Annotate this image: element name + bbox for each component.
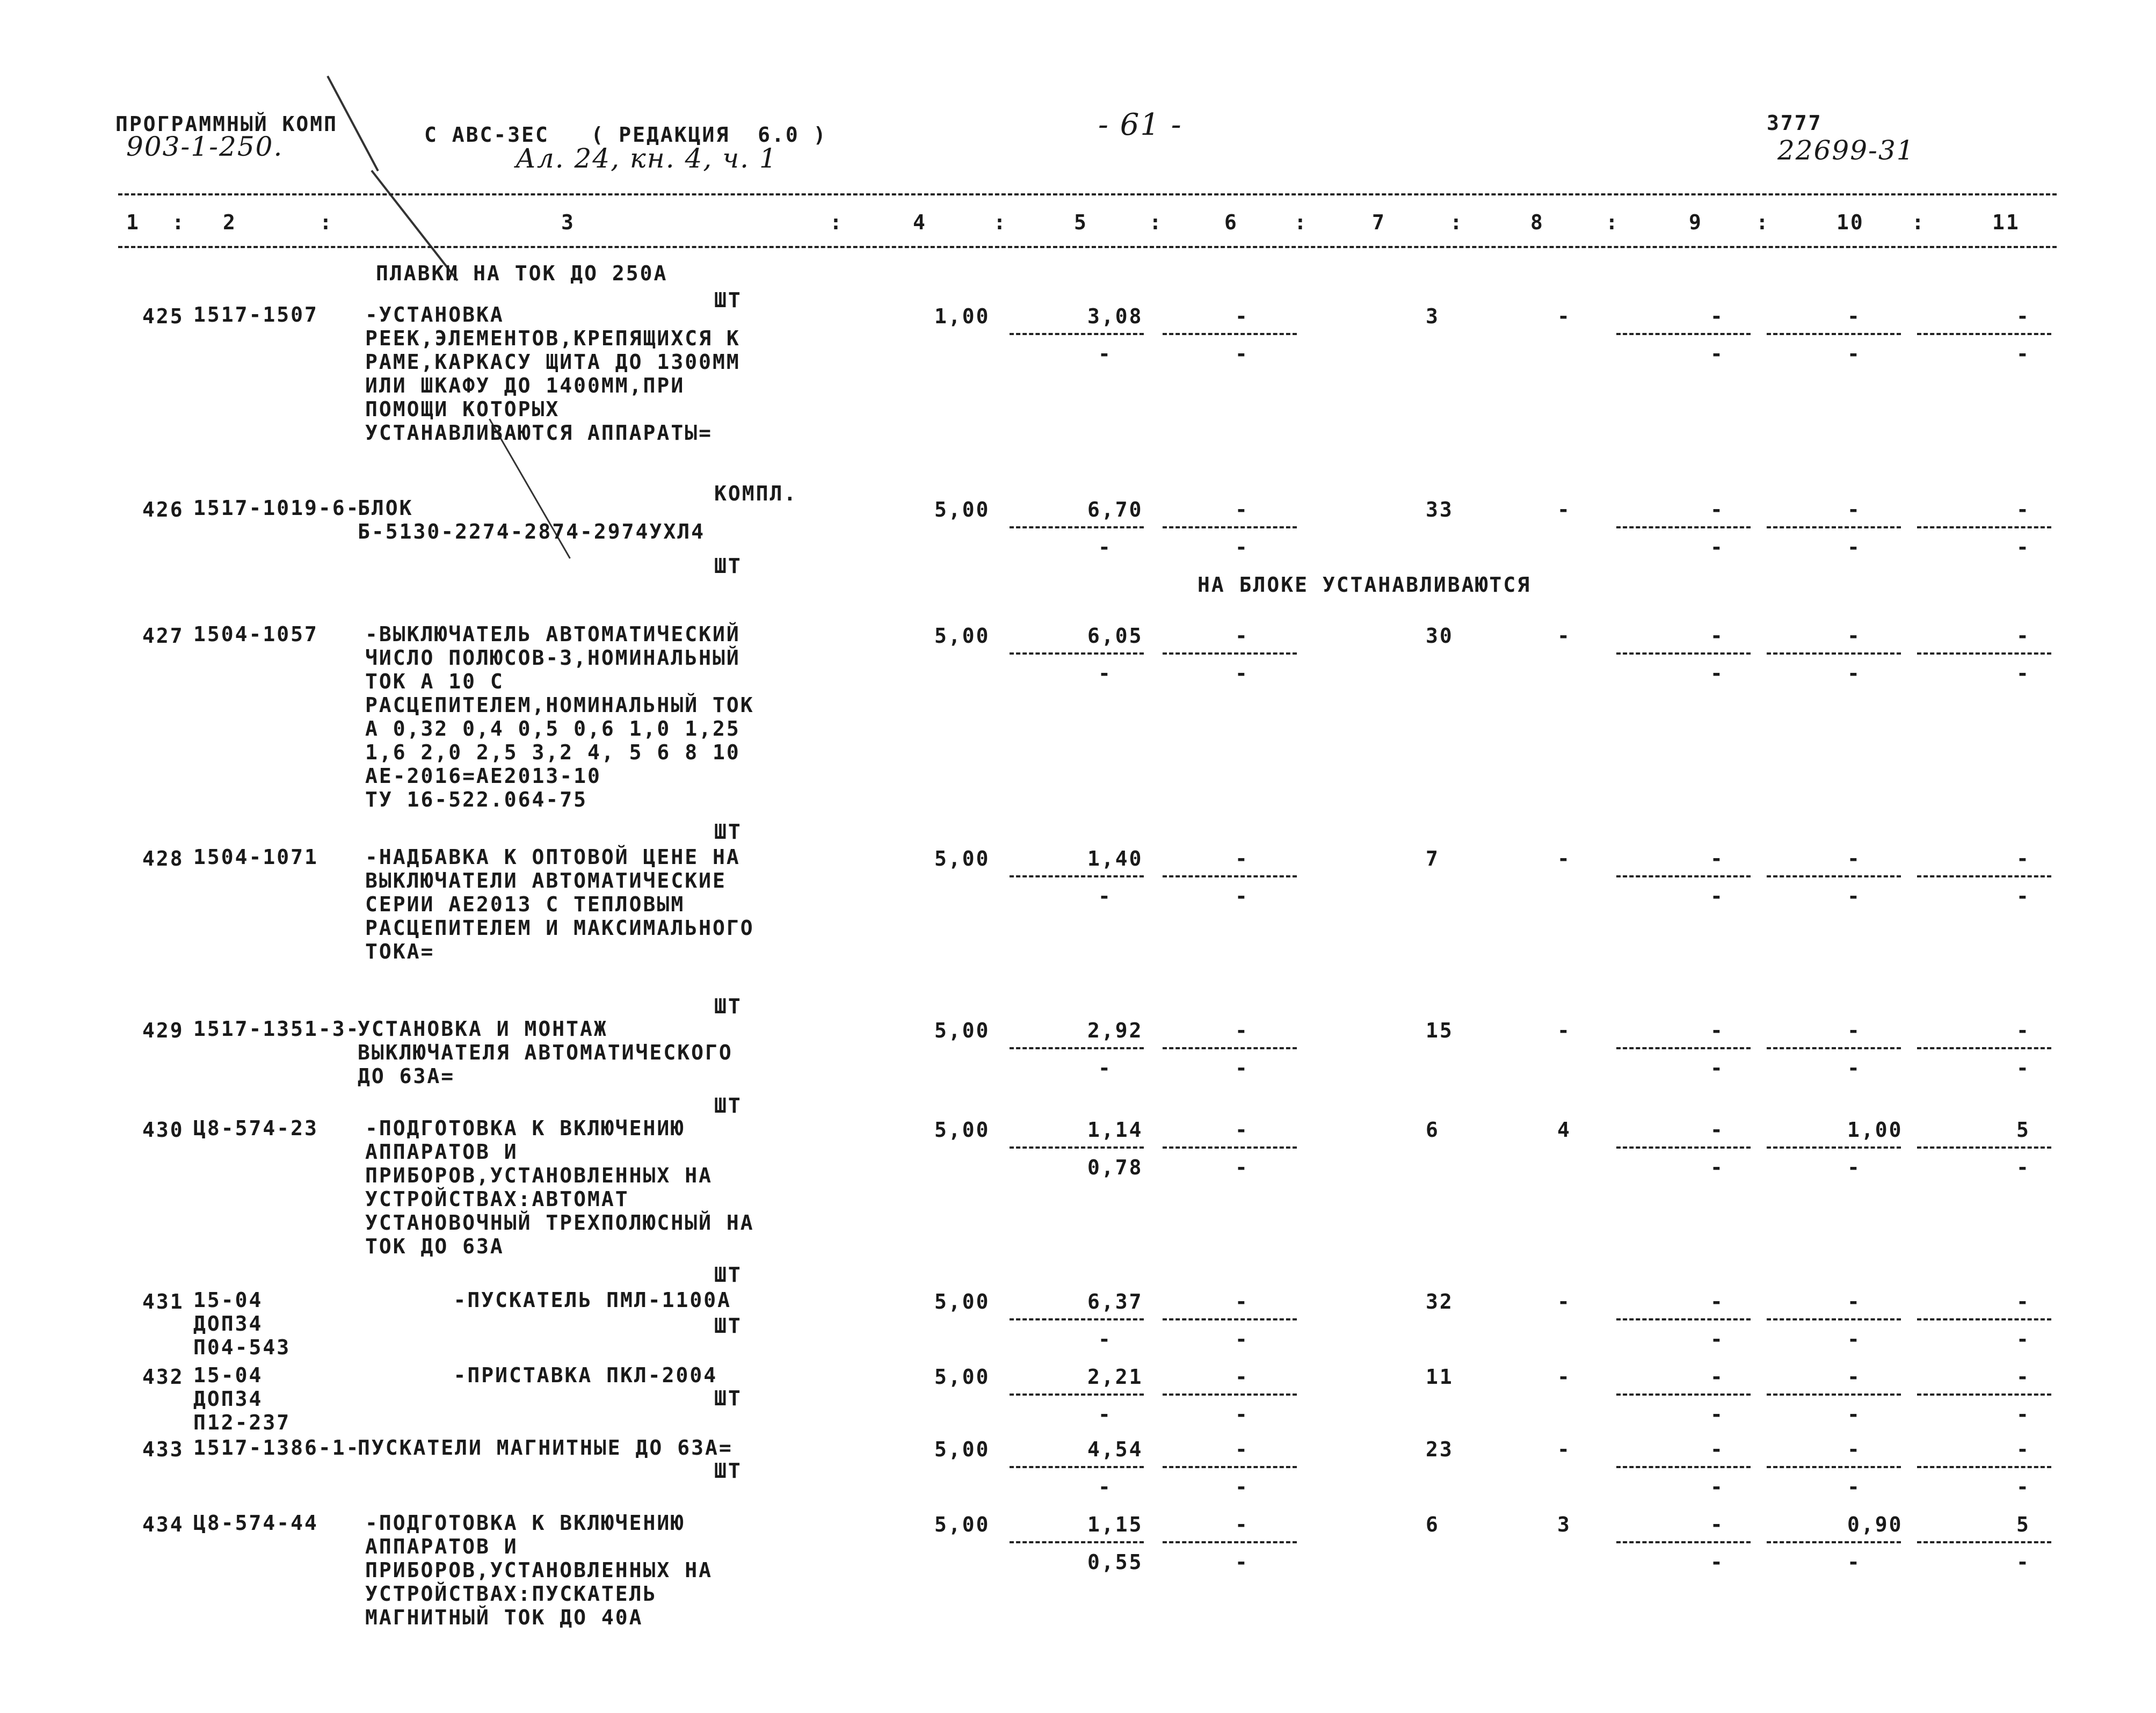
col11-second-value: - [2016,535,2030,559]
split-rule [1767,875,1901,877]
split-rule [1163,1047,1297,1049]
split-rule [1010,1318,1144,1320]
split-rule [1163,526,1297,528]
col5-second-value: - [1098,662,1112,685]
split-rule [1917,875,2051,877]
col10-second-value: - [1847,1550,1861,1574]
col10-value: - [1847,847,1861,870]
split-rule [1917,1466,2051,1468]
row-number: 430 [142,1118,184,1142]
col8-value: 4 [1557,1118,1571,1142]
split-rule [1767,1146,1901,1149]
col9-second-value: - [1710,1056,1724,1080]
col5-value: 4,54 [1087,1438,1143,1461]
column-number-1: 1 [126,211,140,234]
col6-second-value: - [1235,1327,1249,1351]
col8-value: - [1557,847,1571,870]
split-rule [1917,652,2051,655]
split-rule [1767,526,1901,528]
col11-value: - [2016,498,2030,521]
split-rule [1010,1047,1144,1049]
row-number: 433 [142,1438,184,1461]
col5-second-value: 0,78 [1087,1156,1143,1179]
split-rule [1010,1146,1144,1149]
col11-second-value: - [2016,342,2030,366]
col8-value: - [1557,624,1571,648]
col11-value: - [2016,1019,2030,1042]
col4-value: 5,00 [934,498,990,521]
item-description: -ПОДГОТОВКА К ВКЛЮЧЕНИЮ АППАРАТОВ И ПРИБОРОВ,УСТАНОВЛЕННЫХ НА УСТРОЙСТВАХ:АВТОМАТ УСТАНОВОЧНЫЙ ТРЕХПОЛЮСНЫЙ НА ТОК ДО 63А [365,1116,754,1258]
col11-second-value: - [2016,1550,2030,1574]
col8-value: - [1557,1438,1571,1461]
unit-label: ШТ [714,1387,742,1410]
col10-second-value: - [1847,662,1861,685]
row-number: 427 [142,624,184,648]
row-number: 429 [142,1019,184,1042]
col6-second-value: - [1235,884,1249,908]
column-number-11: 11 [1992,211,2020,234]
col6-value: - [1235,847,1249,870]
col7-value: 23 [1426,1438,1454,1461]
col5-second-value: - [1098,1475,1112,1499]
col9-value: - [1710,498,1724,521]
split-rule [1163,875,1297,877]
col4-value: 5,00 [934,1019,990,1042]
col4-value: 5,00 [934,1365,990,1389]
split-rule [1917,1146,2051,1149]
col8-value: - [1557,1019,1571,1042]
continuation-text: ПЛАВКИ НА ТОК ДО 250А [376,262,668,285]
header-rule-bottom [118,246,2057,248]
split-rule [1163,1318,1297,1320]
item-description: -ВЫКЛЮЧАТЕЛЬ АВТОМАТИЧЕСКИЙ ЧИСЛО ПОЛЮСОВ-3,НОМИНАЛЬНЫЙ ТОК А 10 С РАСЦЕПИТЕЛЕМ,НОМИНАЛЬНЫЙ ТОК А 0,32 0,4 0,5 0,6 1,0 1,25 1,6 2,0 2,5 3,2 4, 5 6 8 10 АЕ-2016=АЕ2013-10 ТУ 16-522.064-75 [365,622,754,811]
item-description: -ПОДГОТОВКА К ВКЛЮЧЕНИЮ АППАРАТОВ И ПРИБОРОВ,УСТАНОВЛЕННЫХ НА УСТРОЙСТВАХ:ПУСКАТЕЛЬ МАГНИТНЫЙ ТОК ДО 40А [365,1511,713,1629]
split-rule [1616,1047,1751,1049]
row-number: 425 [142,304,184,328]
col6-value: - [1235,1365,1249,1389]
block-note: НА БЛОКЕ УСТАНАВЛИВАЮТСЯ [1197,573,1531,597]
split-rule [1616,652,1751,655]
resource-code: 1517-1351-3- [193,1017,360,1041]
col10-value: - [1847,1438,1861,1461]
item-description: -УСТАНОВКА РЕЕК,ЭЛЕМЕНТОВ,КРЕПЯЩИХСЯ К РАМЕ,КАРКАСУ ЩИТА ДО 1300ММ ИЛИ ШКАФУ ДО 1400ММ,ПРИ ПОМОЩИ КОТОРЫХ УСТАНАВЛИВАЮТСЯ АППАРАТЫ= [365,303,741,445]
col10-second-value: - [1847,1403,1861,1426]
col8-value: 3 [1557,1513,1571,1536]
column-separator: : [1294,211,1308,234]
col10-second-value: - [1847,535,1861,559]
split-rule [1767,1466,1901,1468]
resource-code: 1517-1019-6- [193,496,360,520]
col11-second-value: - [2016,1056,2030,1080]
row-number: 434 [142,1513,184,1536]
split-rule [1616,1466,1751,1468]
resource-code: 1504-1057 [193,622,318,646]
col11-second-value: - [2016,1403,2030,1426]
split-rule [1010,1541,1144,1543]
col11-second-value: - [2016,662,2030,685]
row-number: 426 [142,498,184,521]
split-rule [1010,1466,1144,1468]
resource-code: 1517-1507 [193,303,318,326]
col11-value: - [2016,624,2030,648]
col6-second-value: - [1235,1475,1249,1499]
unit-label: ШТ [714,1094,742,1117]
col7-value: 33 [1426,498,1454,521]
col6-second-value: - [1235,535,1249,559]
col6-value: - [1235,1513,1249,1536]
col7-value: 15 [1426,1019,1454,1042]
col4-value: 5,00 [934,1438,990,1461]
col6-second-value: - [1235,1156,1249,1179]
col10-value: - [1847,1290,1861,1313]
split-rule [1616,875,1751,877]
col5-second-value: 0,55 [1087,1550,1143,1574]
col9-second-value: - [1710,1403,1724,1426]
split-rule [1616,1318,1751,1320]
col5-value: 2,21 [1087,1365,1143,1389]
split-rule [1163,333,1297,335]
col10-value: - [1847,1019,1861,1042]
col9-second-value: - [1710,342,1724,366]
col8-value: - [1557,304,1571,328]
col9-value: - [1710,1365,1724,1389]
col10-value: - [1847,304,1861,328]
unit-label: ШТ [714,1314,742,1338]
col9-second-value: - [1710,1156,1724,1179]
split-rule [1767,1047,1901,1049]
col5-value: 6,70 [1087,498,1143,521]
col7-value: 11 [1426,1365,1454,1389]
row-number: 432 [142,1365,184,1389]
col10-value: - [1847,624,1861,648]
column-number-6: 6 [1224,211,1238,234]
col4-value: 5,00 [934,1290,990,1313]
col9-second-value: - [1710,1550,1724,1574]
split-rule [1010,652,1144,655]
resource-code: 15-04 ДОП34 П12-237 [193,1363,291,1434]
col11-second-value: - [2016,1475,2030,1499]
col5-value: 6,05 [1087,624,1143,648]
col5-value: 3,08 [1087,304,1143,328]
column-number-10: 10 [1836,211,1864,234]
split-rule [1010,526,1144,528]
col6-second-value: - [1235,1056,1249,1080]
split-rule [1917,1318,2051,1320]
col7-value: 3 [1426,304,1440,328]
col10-value: - [1847,498,1861,521]
col7-value: 6 [1426,1118,1440,1142]
resource-code: Ц8-574-23 [193,1116,318,1140]
split-rule [1767,1541,1901,1543]
unit-label: ШТ [714,1263,742,1287]
column-separator: : [830,211,844,234]
resource-code: 15-04 ДОП34 П04-543 [193,1288,291,1359]
col6-second-value: - [1235,1550,1249,1574]
column-number-5: 5 [1074,211,1088,234]
column-number-9: 9 [1689,211,1703,234]
col9-value: - [1710,1118,1724,1142]
split-rule [1616,1146,1751,1149]
program-name: ПРОГРАММНЫЙ КОМП [115,112,338,136]
col9-second-value: - [1710,884,1724,908]
split-rule [1917,526,2051,528]
unit-label: ШТ [714,288,742,312]
col9-value: - [1710,1019,1724,1042]
col10-second-value: - [1847,1327,1861,1351]
split-rule [1616,526,1751,528]
col9-value: - [1710,1290,1724,1313]
item-description: -НАДБАВКА К ОПТОВОЙ ЦЕНЕ НА ВЫКЛЮЧАТЕЛИ АВТОМАТИЧЕСКИЕ СЕРИИ АЕ2013 С ТЕПЛОВЫМ РАСЦЕПИТЕЛЕМ И МАКСИМАЛЬНОГО ТОКА= [365,845,754,963]
col11-second-value: - [2016,1156,2030,1179]
col5-second-value: - [1098,1403,1112,1426]
col10-second-value: - [1847,1156,1861,1179]
col10-second-value: - [1847,1475,1861,1499]
col7-value: 6 [1426,1513,1440,1536]
col6-value: - [1235,304,1249,328]
col6-value: - [1235,498,1249,521]
col6-value: - [1235,1438,1249,1461]
col5-second-value: - [1098,342,1112,366]
column-separator: : [172,211,186,234]
col11-value: - [2016,847,2030,870]
resource-code: Ц8-574-44 [193,1511,318,1535]
unit-label: ШТ [714,995,742,1018]
col4-value: 5,00 [934,1118,990,1142]
col10-value: - [1847,1365,1861,1389]
col5-value: 6,37 [1087,1290,1143,1313]
col11-value: - [2016,1438,2030,1461]
col5-value: 1,15 [1087,1513,1143,1536]
col10-value: 0,90 [1847,1513,1903,1536]
col4-value: 5,00 [934,1513,990,1536]
col11-value: - [2016,304,2030,328]
col11-second-value: - [2016,1327,2030,1351]
col10-second-value: - [1847,1056,1861,1080]
col5-second-value: - [1098,1327,1112,1351]
split-rule [1010,333,1144,335]
program-edition: С АВС-ЗЕС ( РЕДАКЦИЯ 6.0 ) [424,123,827,147]
col9-second-value: - [1710,1327,1724,1351]
archive-number: 3777 [1767,111,1823,135]
col6-second-value: - [1235,342,1249,366]
col10-value: 1,00 [1847,1118,1903,1142]
col9-value: - [1710,847,1724,870]
col9-value: - [1710,624,1724,648]
col11-value: - [2016,1290,2030,1313]
split-rule [1616,1393,1751,1396]
column-number-7: 7 [1372,211,1386,234]
col7-value: 7 [1426,847,1440,870]
col11-value: - [2016,1365,2030,1389]
col5-second-value: - [1098,535,1112,559]
header-rule-top [118,193,2057,195]
split-rule [1163,1393,1297,1396]
split-rule [1917,1393,2051,1396]
col5-value: 1,40 [1087,847,1143,870]
col6-second-value: - [1235,1403,1249,1426]
split-rule [1163,1466,1297,1468]
col9-value: - [1710,1438,1724,1461]
unit-label: ШТ [714,1459,742,1483]
doc-code: 903-1-250. [126,131,284,162]
split-rule [1010,1393,1144,1396]
split-rule [1917,1047,2051,1049]
split-rule [1767,1318,1901,1320]
split-rule [1163,1541,1297,1543]
split-rule [1767,652,1901,655]
col5-value: 2,92 [1087,1019,1143,1042]
unit-label: ШТ [714,554,742,578]
item-description: -ПРИСТАВКА ПКЛ-2004 [453,1363,718,1387]
row-number: 431 [142,1290,184,1313]
col6-value: - [1235,1019,1249,1042]
volume-note: Ал. 24, кн. 4, ч. 1 [516,143,778,174]
col5-second-value: - [1098,1056,1112,1080]
col8-value: - [1557,1365,1571,1389]
col6-value: - [1235,1118,1249,1142]
col8-value: - [1557,1290,1571,1313]
column-separator: : [1912,211,1926,234]
col6-value: - [1235,1290,1249,1313]
col6-second-value: - [1235,662,1249,685]
column-number-3: 3 [561,211,575,234]
col5-value: 1,14 [1087,1118,1143,1142]
col11-value: 5 [2016,1118,2030,1142]
col5-second-value: - [1098,884,1112,908]
column-number-8: 8 [1530,211,1544,234]
col11-value: 5 [2016,1513,2030,1536]
col9-second-value: - [1710,1475,1724,1499]
split-rule [1767,333,1901,335]
column-separator: : [1756,211,1770,234]
col11-second-value: - [2016,884,2030,908]
column-separator: : [993,211,1007,234]
column-number-4: 4 [913,211,927,234]
page-number: - 61 - [1098,107,1182,142]
resource-code: 1517-1386-1- [193,1436,360,1460]
column-separator: : [1450,211,1464,234]
col9-value: - [1710,304,1724,328]
col9-second-value: - [1710,662,1724,685]
column-separator: : [1606,211,1620,234]
split-rule [1616,1541,1751,1543]
sheet-number: 22699-31 [1777,135,1915,166]
col7-value: 30 [1426,624,1454,648]
split-rule [1010,875,1144,877]
split-rule [1917,333,2051,335]
split-rule [1163,652,1297,655]
col9-value: - [1710,1513,1724,1536]
col4-value: 1,00 [934,304,990,328]
col4-value: 5,00 [934,847,990,870]
col10-second-value: - [1847,884,1861,908]
col6-value: - [1235,624,1249,648]
column-number-2: 2 [223,211,237,234]
row-number: 428 [142,847,184,870]
column-separator: : [1149,211,1163,234]
item-description: -ПУСКАТЕЛЬ ПМЛ-1100А [453,1288,732,1312]
split-rule [1767,1393,1901,1396]
col8-value: - [1557,498,1571,521]
item-description: УСТАНОВКА И МОНТАЖ ВЫКЛЮЧАТЕЛЯ АВТОМАТИЧЕСКОГО ДО 63А= [358,1017,733,1088]
item-description: ПУСКАТЕЛИ МАГНИТНЫЕ ДО 63А= [358,1436,733,1460]
split-rule [1616,333,1751,335]
unit-label: КОМПЛ. [714,482,798,505]
column-separator: : [320,211,333,234]
col9-second-value: - [1710,535,1724,559]
col4-value: 5,00 [934,624,990,648]
unit-label: ШТ [714,820,742,844]
item-description: БЛОК Б-5130-2274-2874-2974УХЛ4 [358,496,705,543]
split-rule [1163,1146,1297,1149]
resource-code: 1504-1071 [193,845,318,869]
split-rule [1917,1541,2051,1543]
col10-second-value: - [1847,342,1861,366]
col7-value: 32 [1426,1290,1454,1313]
